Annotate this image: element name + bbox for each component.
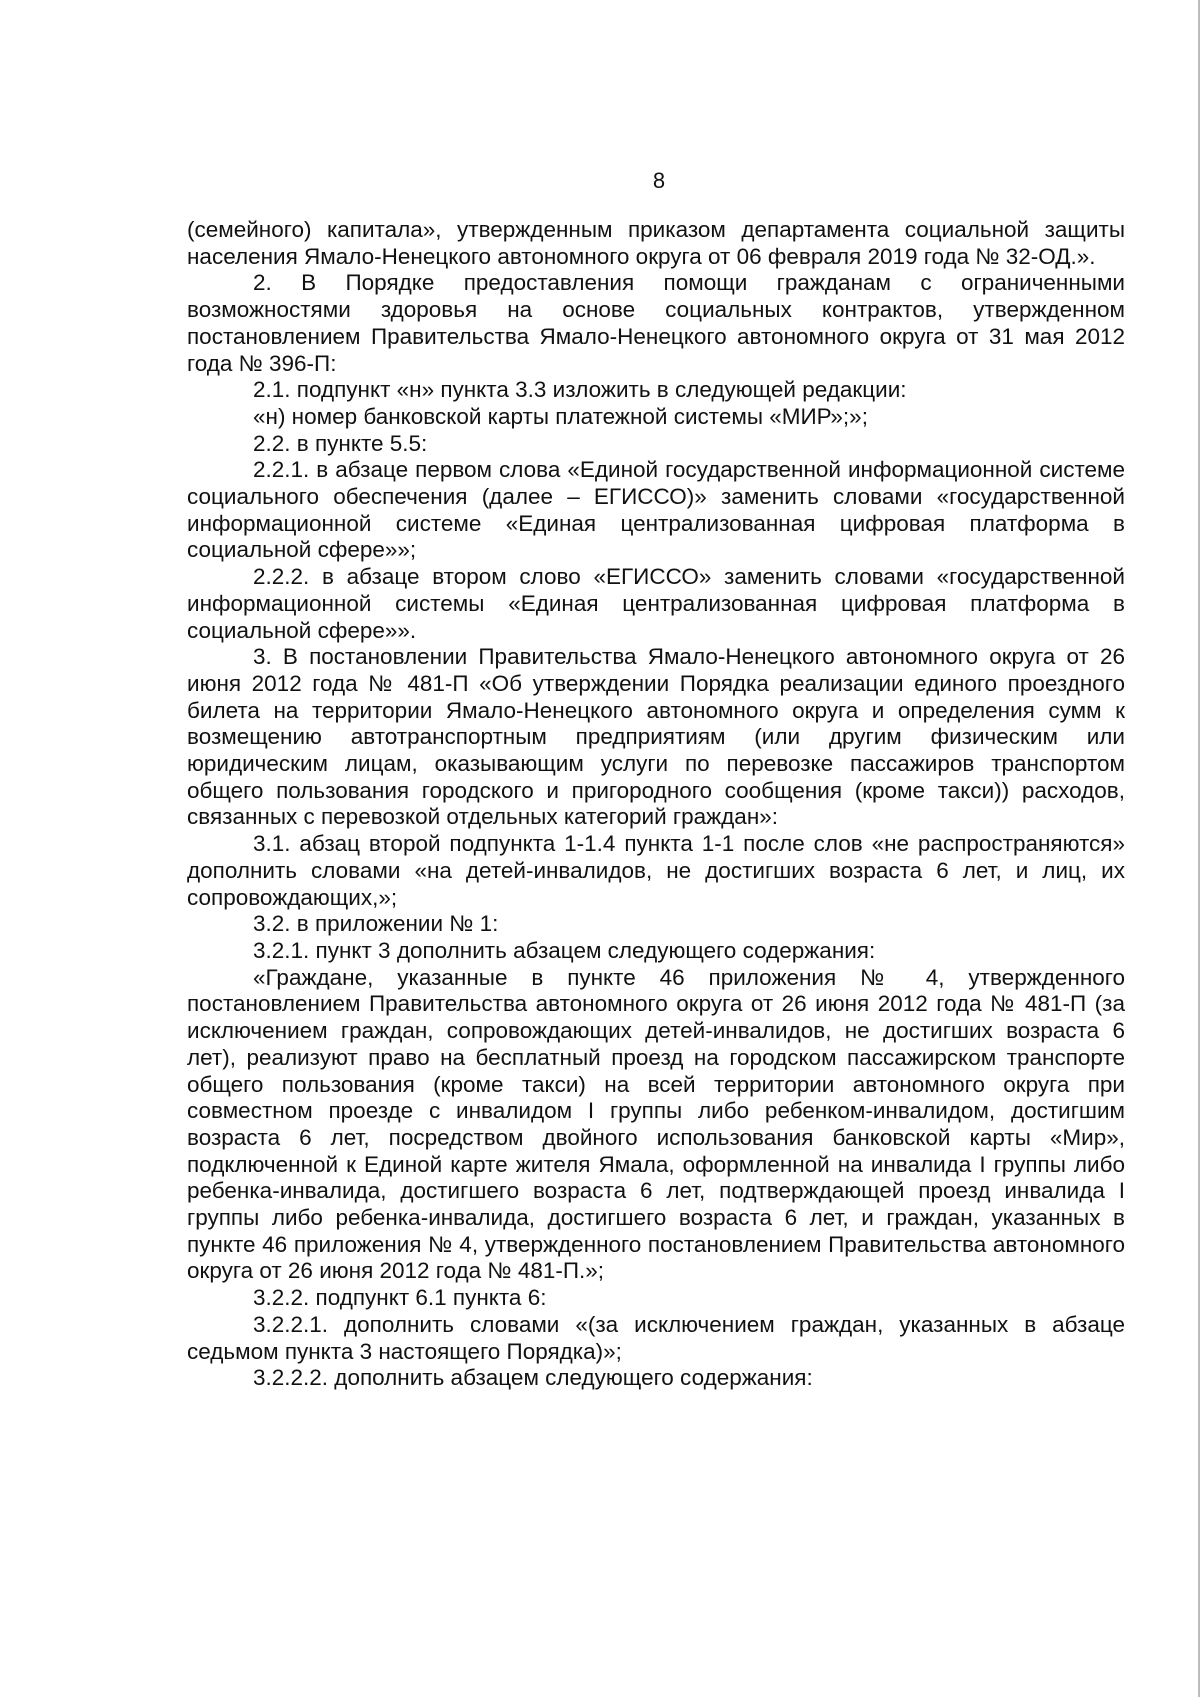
paragraph: 3. В постановлении Правительства Ямало-Ненецкого автономного округа от 26 июня 2012 года № 481-П «Об утверждении Порядка реализации единого проездного билета на территории Ямало-Ненецкого автономного округа и определения сумм к возмещению автотранспортным предприятиям (или другим физическим или юридическим лицам, оказывающим услуги по перевозке пассажиров транспортом общего пользования городского и пригородного сообщения (кроме такси)) расходов, связанных с перевозкой отдельных категорий граждан»: [187, 644, 1125, 830]
paragraph: «Граждане, указанные в пункте 46 приложения № 4, утвержденного постановлением Правительства автономного округа от 26 июня 2012 года № 481-П (за исключением граждан, сопровождающих детей-инвалидов, не достигших возраста 6 лет), реализуют право на бесплатный проезд на городском пассажирском транспорте общего пользования (кроме такси) на всей территории автономного округа при совместном проезде с инвалидом I группы либо ребенком-инвалидом, достигшим возраста 6 лет, посредством двойного использования банковской карты «Мир», подключенной к Единой карте жителя Ямала, оформленной на инвалида I группы либо ребенка-инвалида, достигшего возраста 6 лет, подтверждающей проезд инвалида I группы либо ребенка-инвалида, достигшего возраста 6 лет, и граждан, указанных в пункте 46 приложения № 4, утвержденного постановлением Правительства автономного округа от 26 июня 2012 года № 481-П.»; [187, 964, 1125, 1284]
paragraph: 3.2.1. пункт 3 дополнить абзацем следующего содержания: [253, 937, 876, 963]
paragraph: 3.2.2. подпункт 6.1 пункта 6: [253, 1285, 547, 1311]
paragraph: 3.1. абзац второй подпункта 1-1.4 пункта 1-1 после слов «не распространяются» дополнить словами «на детей-инвалидов, не достигших возраста 6 лет, и лиц, их сопровождающих,»; [187, 831, 1125, 910]
paragraph: (семейного) капитала», утвержденным приказом департамента социальной защиты населения Ямало-Ненецкого автономного округа от 06 февраля 2019 года № 32-ОД.». [187, 217, 1125, 269]
paragraph: 2.1. подпункт «н» пункта 3.3 изложить в следующей редакции: [253, 377, 907, 403]
document-body [187, 217, 1125, 1392]
paragraph: 2.2.2. в абзаце втором слово «ЕГИССО» заменить словами «государственной информационной системы «Единая централизованная цифровая платформа в социальной сфере»». [187, 564, 1125, 643]
paragraph: 3.2. в приложении № 1: [253, 911, 499, 937]
paragraph: 2.2.1. в абзаце первом слова «Единой государственной информационной системе социального обеспечения (далее – ЕГИССО)» заменить словами «государственной информационной системе «Единая централизованная цифровая платформа в социальной сфере»»; [187, 457, 1125, 563]
page-number: 8 [652, 168, 666, 193]
paragraph: «н) номер банковской карты платежной системы «МИР»;»; [253, 403, 868, 429]
paragraph: 2. В Порядке предоставления помощи гражданам с ограниченными возможностями здоровья на основе социальных контрактов, утвержденном постановлением Правительства Ямало-Ненецкого автономного округа от 31 мая 2012 года № 396-П: [187, 270, 1125, 376]
paragraph: 2.2. в пункте 5.5: [253, 430, 428, 456]
paragraph: 3.2.2.2. дополнить абзацем следующего содержания: [253, 1365, 813, 1391]
paragraph: 3.2.2.1. дополнить словами «(за исключением граждан, указанных в абзаце седьмом пункта 3 настоящего Порядка)»; [187, 1311, 1125, 1364]
